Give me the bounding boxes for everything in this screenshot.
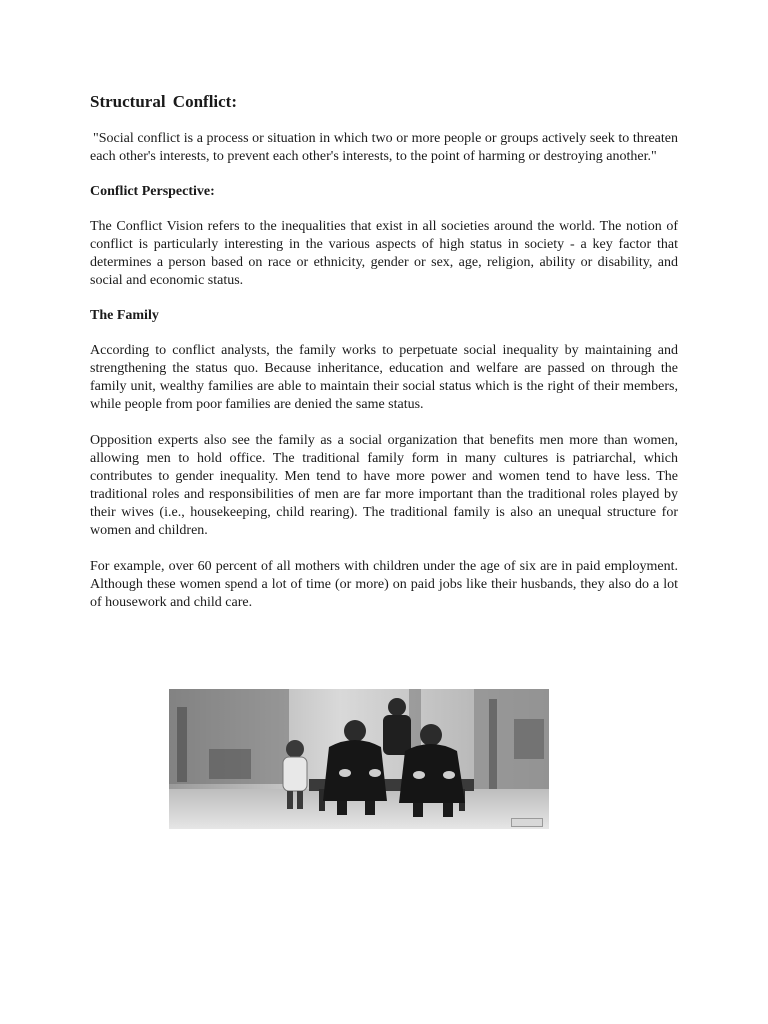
quote-paragraph: "Social conflict is a process or situation in which two or more people or groups actively seek to threaten each other's interests, to prevent each other's interests, to the point of harming or destroying another."	[90, 131, 678, 164]
photo-credit-stamp	[511, 818, 543, 827]
section-heading-conflict-perspective: Conflict Perspective:	[90, 184, 215, 199]
page-title: Structural Conflict:	[90, 92, 238, 111]
section-heading-the-family: The Family	[90, 308, 159, 323]
family-paragraph-2: Opposition experts also see the family as a social organization that benefits men more than women, allowing men to hold office. The traditional family form in many cultures is patriarchal, which contributes to gender inequality. Men tend to have more power and women tend to have less. The traditional roles and responsibilities of men are far more important than the traditional roles played by their wives (i.e., housekeeping, child rearing). The traditional family is also an unequal structure for women and children.	[90, 433, 678, 538]
family-photograph	[169, 689, 549, 829]
family-paragraph-3: For example, over 60 percent of all mothers with children under the age of six are in paid employment. Although these women spend a lot of time (or more) on paid jobs like their husbands, they also do a lot of housework and child care.	[90, 559, 678, 610]
conflict-perspective-paragraph: The Conflict Vision refers to the inequalities that exist in all societies around the world. The notion of conflict is particularly interesting in the various aspects of high status in society - a key factor that determines a person based on race or ethnicity, gender or sex, age, religion, ability or disability, and social and economic status.	[90, 219, 678, 288]
family-photograph-illustration	[169, 689, 549, 829]
document-body	[90, 92, 678, 630]
family-paragraph-1: According to conflict analysts, the family works to perpetuate social inequality by maintaining and strengthening the status quo. Because inheritance, education and welfare are passed on through the family unit, wealthy families are able to maintain their social status which is the right of their members, while people from poor families are denied the same status.	[90, 343, 678, 412]
